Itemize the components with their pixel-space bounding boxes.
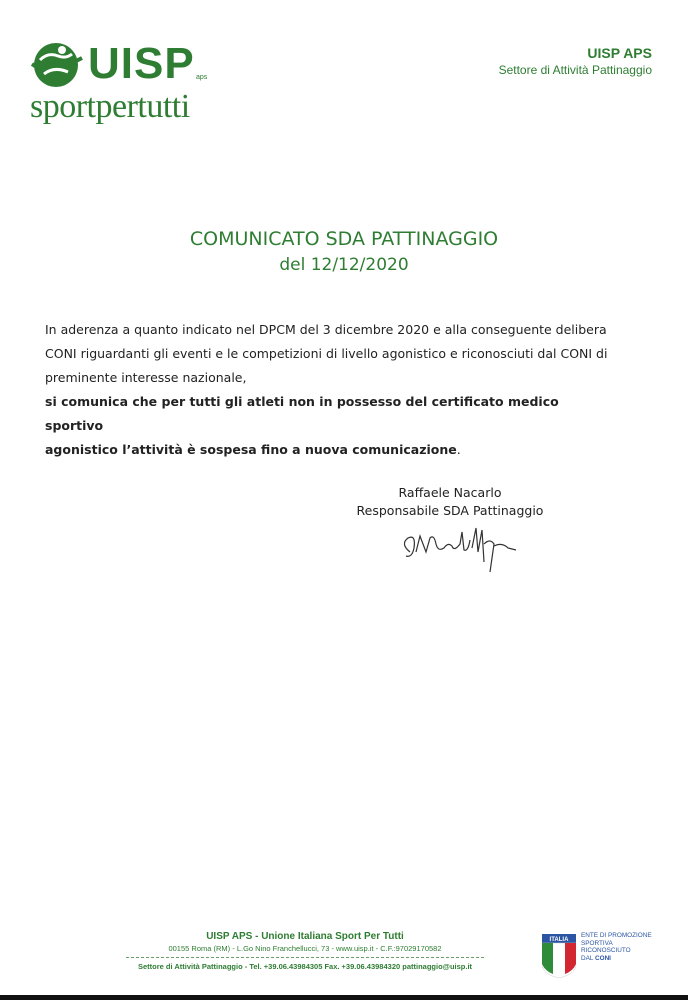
footer-org: UISP APS - Unione Italiana Sport Per Tutti bbox=[206, 931, 404, 942]
coni-flag-label: ITALIA bbox=[549, 937, 569, 943]
header-sector: Settore di Attività Pattinaggio bbox=[498, 63, 652, 77]
header-org-info bbox=[499, 44, 652, 78]
body-line-1: In aderenza a quanto indicato nel DPCM del 3 dicembre 2020 e alla conseguente delibera bbox=[45, 322, 607, 337]
coni-line-4a: DAL bbox=[581, 954, 595, 962]
signature-block bbox=[340, 484, 560, 520]
bottom-edge-bar bbox=[0, 995, 688, 1000]
body-end-period: . bbox=[456, 442, 461, 457]
signatory-role: Responsabile SDA Pattinaggio bbox=[356, 503, 544, 518]
logo-tagline: sportpertutti bbox=[30, 88, 190, 125]
coni-badge bbox=[538, 928, 668, 980]
runner-globe-icon bbox=[28, 38, 88, 90]
footer-divider bbox=[126, 957, 484, 958]
document-title bbox=[0, 226, 688, 278]
logo-uisp-text: UISP bbox=[88, 39, 195, 88]
coni-line-1: ENTE DI PROMOZIONE bbox=[581, 932, 652, 939]
body-line-3: preminente interesse nazionale, bbox=[45, 370, 247, 385]
signatory-name: Raffaele Nacarlo bbox=[398, 485, 502, 500]
coni-line-2: SPORTIVA bbox=[581, 939, 613, 947]
header-org-name: UISP APS bbox=[587, 45, 652, 61]
uisp-logo bbox=[28, 38, 228, 138]
title-date: del 12/12/2020 bbox=[279, 255, 409, 275]
coni-recognition-text bbox=[581, 932, 652, 962]
footer bbox=[120, 930, 490, 972]
body-bold-line-1: si comunica che per tutti gli atleti non in possesso del certificato medico sportivo bbox=[45, 394, 559, 433]
footer-contacts: Settore di Attività Pattinaggio - Tel. +39.06.43984305 Fax. +39.06.43984320 pattinaggio@uisp.it bbox=[137, 962, 473, 971]
body-line-2: CONI riguardanti gli eventi e le competizioni di livello agonistico e riconosciuti dal CONI di bbox=[45, 346, 608, 361]
footer-address: 00155 Roma (RM) - L.Go Nino Franchellucci, 73 - www.uisp.it - C.F.:97029170582 bbox=[168, 944, 442, 953]
logo-aps-text: aps bbox=[196, 74, 208, 81]
handwritten-signature bbox=[398, 522, 526, 582]
coni-line-4b: CONI bbox=[594, 954, 611, 962]
title-line-1: COMUNICATO SDA PATTINAGGIO bbox=[189, 228, 499, 250]
body-bold-line-2: agonistico l’attività è sospesa fino a nuova comunicazione bbox=[45, 442, 457, 457]
coni-line-3: RICONOSCIUTO bbox=[581, 947, 631, 955]
document-body bbox=[45, 318, 615, 462]
italy-shield-icon bbox=[542, 934, 576, 978]
